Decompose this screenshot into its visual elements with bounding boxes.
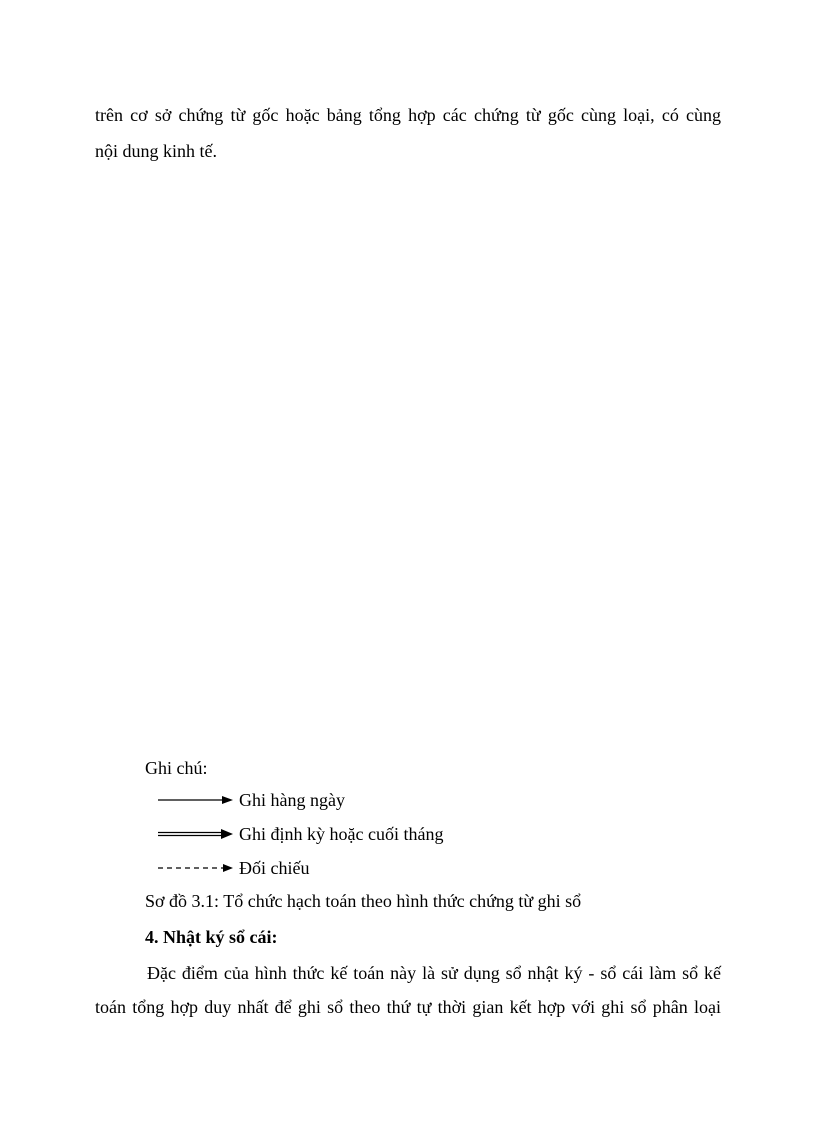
intro-paragraph-line-2: nội dung kinh tế. [95,141,217,161]
legend-item-label: Ghi hàng ngày [239,790,345,810]
single-arrow-icon [158,794,233,806]
intro-paragraph-line-1: trên cơ sở chứng từ gốc hoặc bảng tổng hợp các chứng từ gốc cùng loại, có cùng [95,105,721,125]
section-paragraph-line-2: toán tổng hợp duy nhất để ghi sổ theo thứ tự thời gian kết hợp với ghi sổ phân loại [95,997,721,1017]
double-arrow-icon [158,828,233,840]
legend-item-label: Ghi định kỳ hoặc cuối tháng [239,824,444,844]
section-heading: 4. Nhật ký sổ cái: [145,927,278,947]
dashed-arrow-icon [158,862,233,874]
legend-item-label: Đối chiếu [239,858,310,878]
diagram-caption: Sơ đồ 3.1: Tổ chức hạch toán theo hình thức chứng từ ghi sổ [145,891,582,911]
legend-item-daily [158,789,345,811]
section-paragraph-line-1: Đặc điểm của hình thức kế toán này là sử dụng sổ nhật ký - sổ cái làm sổ kế [147,963,721,983]
legend-item-periodic [158,823,443,845]
legend-title: Ghi chú: [145,758,208,778]
legend-item-compare [158,857,309,879]
